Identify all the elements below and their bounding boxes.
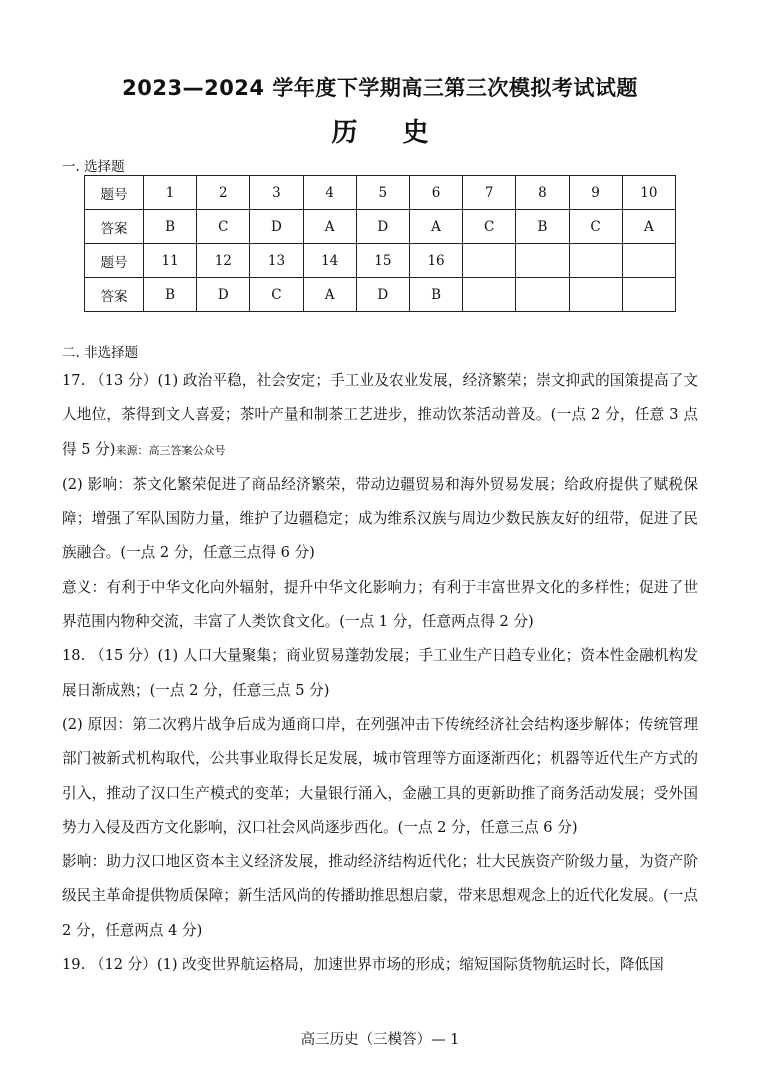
- q19-answer-part1: 19. （12 分）(1) 改变世界航运格局，加速世界市场的形成；缩短国际货物航运时长，降低国: [62, 956, 664, 974]
- table-cell: C: [197, 210, 250, 244]
- answer-table: [84, 175, 676, 312]
- q17-answer-part1: [62, 364, 698, 468]
- table-cell: 15: [356, 244, 409, 278]
- table-cell: [622, 278, 675, 312]
- table-cell: A: [409, 210, 462, 244]
- table-cell: [463, 278, 516, 312]
- table-cell: [516, 244, 569, 278]
- q18-answer-part3: 影响：助力汉口地区资本主义经济发展，推动经济结构近代化；壮大民族资产阶级力量，为资产阶级民主革命提供物质保障；新生活风尚的传播助推思想启蒙，带来思想观念上的近代化发展。(一点 2 分，任意两点 4 分): [62, 853, 698, 939]
- table-cell: [569, 278, 622, 312]
- table-cell: 13: [250, 244, 303, 278]
- q17-answer-part2: (2) 影响：茶文化繁荣促进了商品经济繁荣，带动边疆贸易和海外贸易发展；给政府提供了赋税保障；增强了军队国防力量，维护了边疆稳定；成为维系汉族与周边少数民族友好的纽带，促进了民族融合。(一点 2 分，任意三点得 6 分): [62, 475, 698, 562]
- table-cell: 12: [197, 244, 250, 278]
- q17-part1-text: 17. （13 分）(1) 政治平稳，社会安定；手工业及农业发展，经济繁荣；崇文抑武的国策提高了文人地位，茶得到文人喜爱；茶叶产量和制茶工艺进步，推动饮茶活动普及。(一点 2 分，任意 3 点得 5 分): [62, 372, 698, 458]
- table-cell: 7: [463, 176, 516, 210]
- answer-body: [62, 364, 698, 982]
- table-cell: A: [303, 278, 356, 312]
- table-cell: 4: [303, 176, 356, 210]
- table-cell: 11: [144, 244, 197, 278]
- table-cell: 8: [516, 176, 569, 210]
- table-cell: 答案: [85, 278, 144, 312]
- table-cell: B: [516, 210, 569, 244]
- source-note: 来源：高三答案公众号: [115, 443, 226, 457]
- table-cell: 6: [409, 176, 462, 210]
- table-cell: [569, 244, 622, 278]
- table-row: [85, 176, 676, 210]
- table-row: [85, 244, 676, 278]
- table-cell: A: [622, 210, 675, 244]
- table-cell: D: [197, 278, 250, 312]
- table-cell: 题号: [85, 176, 144, 210]
- table-cell: 5: [356, 176, 409, 210]
- q18-answer-part1: 18. （15 分）(1) 人口大量聚集；商业贸易蓬勃发展；手工业生产日趋专业化；资本性金融机构发展日渐成熟；(一点 2 分，任意三点 5 分): [62, 647, 698, 699]
- table-cell: B: [409, 278, 462, 312]
- table-cell: D: [356, 210, 409, 244]
- table-cell: D: [356, 278, 409, 312]
- table-cell: D: [250, 210, 303, 244]
- table-cell: [463, 244, 516, 278]
- table-cell: 2: [197, 176, 250, 210]
- table-cell: 1: [144, 176, 197, 210]
- table-row: [85, 278, 676, 312]
- q18-answer-part2: (2) 原因：第二次鸦片战争后成为通商口岸，在列强冲击下传统经济社会结构逐步解体；传统管理部门被新式机构取代，公共事业取得长足发展，城市管理等方面逐渐西化；机器等近代生产方式的引入，推动了汉口生产模式的变革；大量银行涌入，金融工具的更新助推了商务活动发展；受外国势力入侵及西方文化影响，汉口社会风尚逐步西化。(一点 2 分，任意三点 6 分): [62, 715, 698, 836]
- table-cell: [622, 244, 675, 278]
- page-footer: 高三历史（三模答）— 1: [300, 1032, 460, 1048]
- q17-answer-part3: 意义：有利于中华文化向外辐射，提升中华文化影响力；有利于丰富世界文化的多样性；促进了世界范围内物种交流，丰富了人类饮食文化。(一点 1 分，任意两点得 2 分): [62, 578, 698, 631]
- table-cell: 3: [250, 176, 303, 210]
- table-cell: B: [144, 210, 197, 244]
- subject-title: 历 史: [331, 118, 447, 148]
- table-cell: 14: [303, 244, 356, 278]
- table-cell: 10: [622, 176, 675, 210]
- table-row: [85, 210, 676, 244]
- table-cell: 9: [569, 176, 622, 210]
- table-cell: C: [569, 210, 622, 244]
- section-heading-choice: 一. 选择题: [62, 159, 125, 175]
- section-heading-nonchoice: 二. 非选择题: [62, 345, 139, 361]
- table-cell: 题号: [85, 244, 144, 278]
- document-title: 2023—2024 学年度下学期高三第三次模拟考试试题: [122, 76, 638, 100]
- table-cell: 答案: [85, 210, 144, 244]
- table-cell: B: [144, 278, 197, 312]
- table-cell: C: [250, 278, 303, 312]
- table-cell: 16: [409, 244, 462, 278]
- table-cell: C: [463, 210, 516, 244]
- table-cell: A: [303, 210, 356, 244]
- table-cell: [516, 278, 569, 312]
